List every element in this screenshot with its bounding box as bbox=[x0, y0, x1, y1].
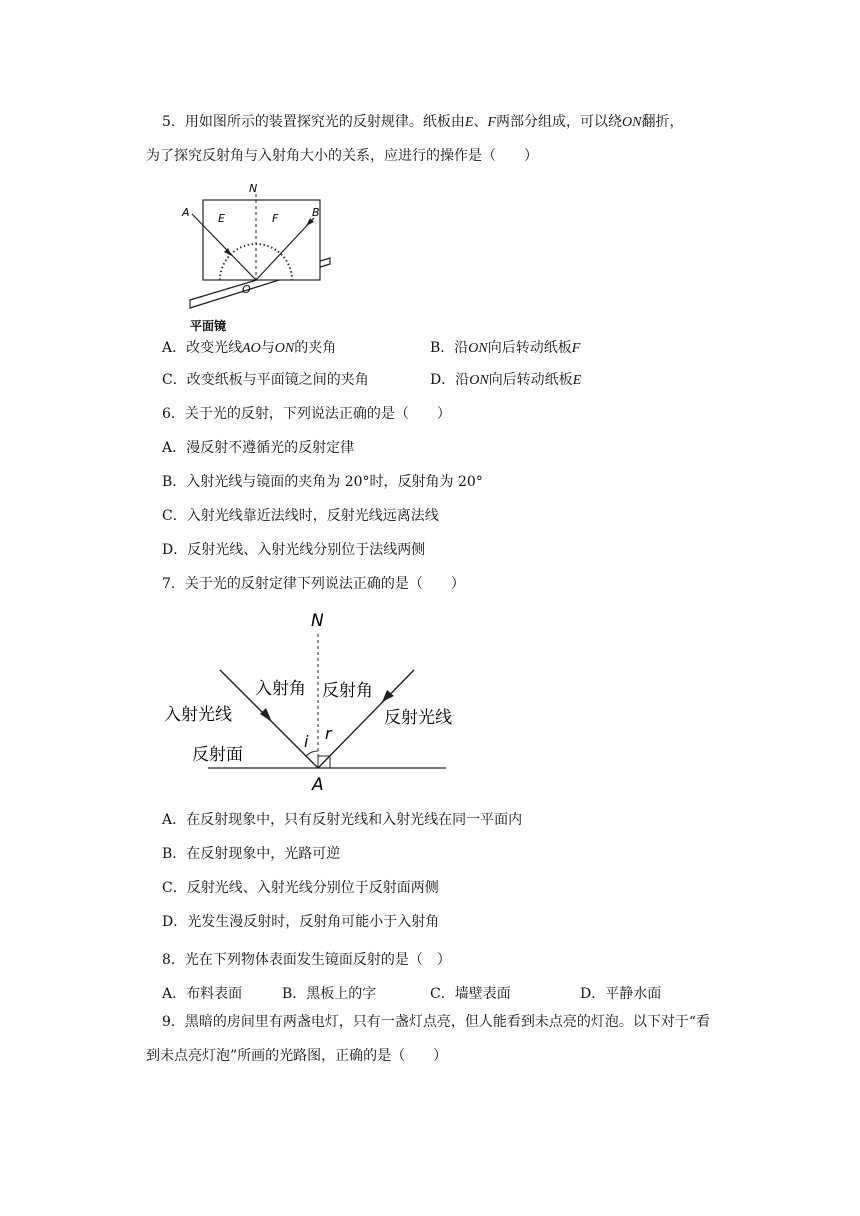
q5-var-F: F bbox=[487, 115, 497, 130]
q7-option-B: B．在反射现象中，光路可逆 bbox=[162, 846, 341, 862]
q6-stem: 6．关于光的反射，下列说法正确的是（ ） bbox=[162, 406, 451, 422]
fig7-label-r: r bbox=[325, 724, 332, 743]
q5-option-B bbox=[430, 338, 580, 359]
q8-option-D: D．平静水面 bbox=[580, 986, 662, 1002]
q5-optB-var1: ON bbox=[468, 341, 488, 356]
q5-figure bbox=[160, 180, 360, 340]
q5-option-A bbox=[162, 338, 336, 359]
q5-stem-line2: 为了探究反射角与入射角大小的关系，应进行的操作是（ ） bbox=[146, 148, 538, 164]
fig7-label-reflect-ray: 反射光线 bbox=[384, 708, 452, 728]
q6-option-D: D．反射光线、入射光线分别位于法线两侧 bbox=[162, 542, 426, 558]
fig7-label-A: A bbox=[312, 775, 324, 795]
q7-figure bbox=[160, 606, 480, 796]
fig5-label-O: O bbox=[242, 283, 251, 296]
q6-option-A: A．漫反射不遵循光的反射定律 bbox=[162, 440, 355, 456]
q6-option-C: C．入射光线靠近法线时，反射光线远离法线 bbox=[162, 508, 439, 524]
q5-stem-text-1: 5．用如图所示的装置探究光的反射规律。纸板由 bbox=[162, 114, 465, 130]
fig5-label-F: F bbox=[272, 212, 279, 225]
q5-stem-text-2: 两部分组成，可以绕 bbox=[496, 114, 623, 130]
fig7-label-N: N bbox=[311, 611, 324, 631]
q8-stem: 8．光在下列物体表面发生镜面反射的是（ ） bbox=[162, 952, 451, 968]
fig7-label-reflect-angle: 反射角 bbox=[322, 681, 373, 701]
q9-stem-line1: 9．黑暗的房间里有两盏电灯，只有一盏灯点亮，但人能看到未点亮的灯泡。以下对于“看 bbox=[162, 1014, 711, 1030]
q5-optD-var1: ON bbox=[469, 373, 489, 388]
q7-stem: 7．关于光的反射定律下列说法正确的是（ ） bbox=[162, 576, 465, 592]
q8-option-C: C．墙壁表面 bbox=[430, 986, 511, 1002]
q5-optA-var2: ON bbox=[274, 341, 295, 356]
q5-option-C: C．改变纸板与平面镜之间的夹角 bbox=[162, 372, 369, 388]
q5-optA-text1: A．改变光线 bbox=[162, 340, 243, 356]
incident-angle-arc bbox=[306, 751, 318, 756]
fig5-label-mirror: 平面镜 bbox=[190, 319, 227, 333]
fig5-label-B: B bbox=[312, 206, 320, 219]
q7-option-A: A．在反射现象中，只有反射光线和入射光线在同一平面内 bbox=[162, 812, 523, 828]
q5-optD-var2: E bbox=[572, 373, 582, 388]
q5-optD-text2: 向后转动纸板 bbox=[488, 372, 573, 388]
q5-stem-text-3: 翻折， bbox=[641, 114, 684, 130]
q5-optB-var2: F bbox=[571, 341, 581, 356]
q5-stem-line1 bbox=[162, 112, 683, 133]
q7-option-C: C．反射光线、入射光线分别位于反射面两侧 bbox=[162, 880, 439, 896]
q5-option-D bbox=[430, 370, 581, 391]
fig7-label-incident-ray: 入射光线 bbox=[164, 705, 232, 725]
q5-var-ON: ON bbox=[622, 115, 642, 130]
fig5-label-E: E bbox=[218, 212, 225, 225]
q5-optD-text1: D．沿 bbox=[430, 372, 470, 388]
fig7-label-incident-angle: 入射角 bbox=[255, 679, 306, 699]
q9-stem-line2: 到未点亮灯泡”所画的光路图，正确的是（ ） bbox=[146, 1048, 448, 1064]
fig7-label-i: i bbox=[304, 732, 309, 751]
fig5-label-A: A bbox=[182, 206, 190, 219]
q5-optB-text1: B．沿 bbox=[430, 340, 469, 356]
fig5-label-N: N bbox=[249, 182, 258, 195]
q8-option-A: A．布料表面 bbox=[162, 986, 243, 1002]
q5-optA-text2: 与 bbox=[260, 340, 275, 356]
q5-sep: 、 bbox=[473, 114, 488, 130]
q8-option-B: B．黑板上的字 bbox=[282, 986, 377, 1002]
q7-option-D: D．光发生漫反射时，反射角可能小于入射角 bbox=[162, 914, 440, 930]
q5-optB-text2: 向后转动纸板 bbox=[487, 340, 572, 356]
q5-var-E: E bbox=[464, 115, 474, 130]
q5-optA-var1: AO bbox=[242, 341, 261, 356]
fig7-label-surface: 反射面 bbox=[192, 745, 243, 765]
q5-optA-text3: 的夹角 bbox=[294, 340, 337, 356]
q6-option-B: B．入射光线与镜面的夹角为 20°时，反射角为 20° bbox=[162, 474, 483, 490]
